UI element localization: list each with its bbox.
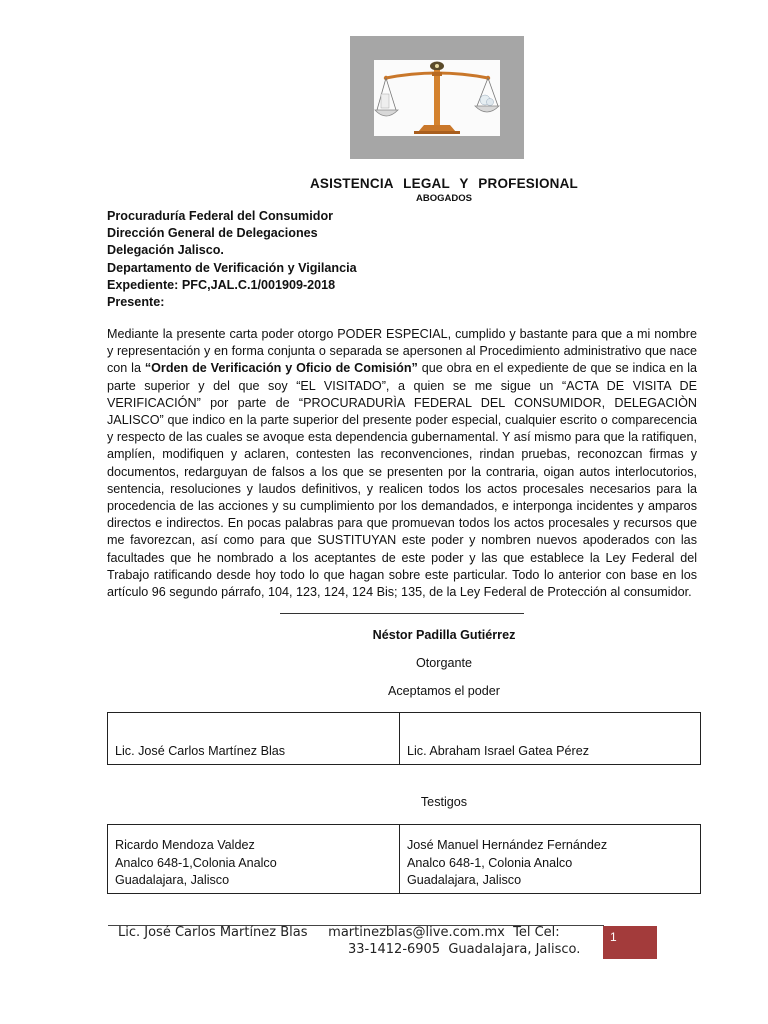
body-paragraph xyxy=(107,326,697,601)
signer-role: Otorgante xyxy=(415,656,472,670)
signature-line xyxy=(280,613,524,614)
signer-name: Néstor Padilla Gutiérrez xyxy=(372,628,516,642)
witness-cell xyxy=(108,825,400,894)
witnesses-label: Testigos xyxy=(420,795,468,809)
header-title: ASISTENCIA LEGAL Y PROFESIONAL xyxy=(309,176,579,191)
scales-of-justice-icon xyxy=(374,60,500,136)
witness-address: Analco 648-1,Colonia Analco xyxy=(115,855,277,870)
acceptors-table xyxy=(107,712,701,765)
addressee-line: Dirección General de Delegaciones xyxy=(107,226,318,241)
witness-address: Analco 648-1, Colonia Analco xyxy=(407,855,573,870)
body-text-part: Mediante la presente carta poder otorgo PODER ESPECIAL, cumplido y bastante para que a mi nombre y representación y en forma conjunta o separada se apersonen al Procedimiento administrativo que nace con la xyxy=(107,327,697,376)
footer xyxy=(118,924,608,958)
footer-contact-line: Lic. José Carlos Martínez Blas martinezblas@live.com.mx Tel Cel: xyxy=(118,925,560,940)
logo-frame xyxy=(350,36,524,159)
addressee-line: Departamento de Verificación y Vigilancia xyxy=(107,260,357,275)
witness-city: Guadalajara, Jalisco xyxy=(407,872,522,887)
body-text-part: que obra en el expediente de que se indica en la parte superior y del que soy “EL VISITADO”, a quien se me sigue un “ACTA DE VISITA DE VERIFICACIÓN” por parte de “PROCURADURÌA FEDERAL DEL CONSUMIDOR, DELEGACIÒN JALISCO” que indico en la parte superior del presente poder especial, cualquier escrito o comparecencia y respecto de las cuales se avoque esta dependencia gubernamental. Y así mismo para que la ratifiquen, amplíen, modifiquen y aclaren, contesten las reconvenciones, rindan pruebas, reconozcan firmas y documentos, redarguyan de falsos a los que se presenten por la contraria, oigan autos interlocutorios, sentencia, resoluciones y laudos definitivos, y realicen todos los actos procesales necesarios para la procedencia de las acciones y su cumplimiento por los demandados, e interponga incidentes y amparos directos e indirectos. En pocas palabras para que promuevan todos los actos procesales y recursos que me favorezcan, así como para que SUSTITUYAN este poder y nombren nuevos apoderados con las facultades que he nombrado a los aceptantes de este poder y las que establece la Ley Federal del Trabajo ratificando desde hoy todo lo que hagan sobre este particular. Todo lo anterior con base en los artículo 96 segundo párrafo, 104, 123, 124, 124 Bis; 135, de la Ley Federal de Protección al consumidor. xyxy=(107,361,697,600)
accept-label: Aceptamos el poder xyxy=(387,684,500,698)
table-row xyxy=(108,825,701,894)
header-subtitle: ABOGADOS xyxy=(416,193,472,204)
addressee-block xyxy=(107,208,667,311)
witnesses-table xyxy=(107,824,701,894)
page-number-badge: 1 xyxy=(603,926,657,959)
addressee-line: Procuraduría Federal del Consumidor xyxy=(107,209,334,223)
witness-name: Ricardo Mendoza Valdez xyxy=(115,838,255,853)
footer-phone-line: 33-1412-6905 Guadalajara, Jalisco. xyxy=(348,942,581,957)
witness-name: José Manuel Hernández Fernández xyxy=(407,838,608,853)
logo xyxy=(374,60,500,136)
table-row xyxy=(108,713,701,765)
presente-line: Presente: xyxy=(107,295,165,310)
witness-city: Guadalajara, Jalisco xyxy=(115,872,230,887)
addressee-line: Delegación Jalisco. xyxy=(107,243,224,258)
acceptor-cell: Lic. José Carlos Martínez Blas xyxy=(108,713,400,765)
acceptor-cell: Lic. Abraham Israel Gatea Pérez xyxy=(400,713,701,765)
body-bold-title: “Orden de Verificación y Oficio de Comisión” xyxy=(144,361,418,376)
witness-cell xyxy=(400,825,701,894)
expediente-line: Expediente: PFC,JAL.C.1/001909-2018 xyxy=(107,277,336,292)
